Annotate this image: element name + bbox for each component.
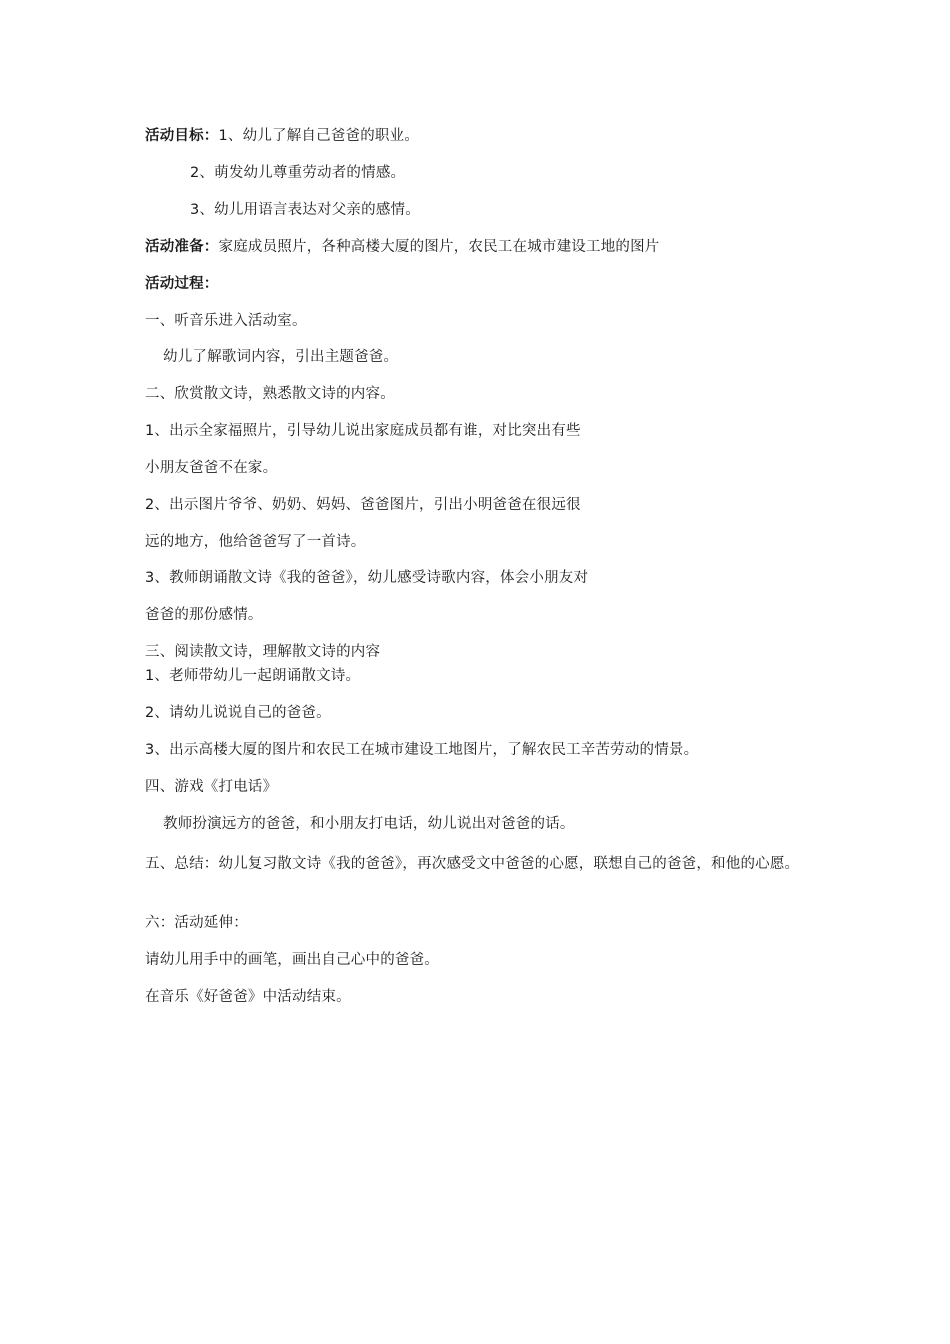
process-line: 远的地方，他给爸爸写了一首诗。 (145, 534, 366, 550)
process-line: 三、阅读散文诗，理解散文诗的内容 (145, 644, 381, 660)
process-line: 在音乐《好爸爸》中活动结束。 (145, 989, 351, 1005)
process-line: 2、出示图片爷爷、奶奶、妈妈、爸爸图片，引出小明爸爸在很远很 (145, 497, 581, 513)
process-line: 六：活动延伸： (145, 915, 248, 931)
goals-line-1 (145, 126, 419, 146)
process-line: 四、游戏《打电话》 (145, 779, 278, 795)
process-line: 一、听音乐进入活动室。 (145, 313, 307, 329)
process-line: 幼儿了解歌词内容，引出主题爸爸。 (163, 349, 399, 365)
process-line: 小朋友爸爸不在家。 (145, 460, 278, 476)
goals-label: 活动目标： (145, 128, 219, 144)
process-label: 活动过程： (145, 276, 219, 292)
goal-item-3: 3、幼儿用语言表达对父亲的感情。 (190, 202, 420, 218)
process-line: 教师扮演远方的爸爸，和小朋友打电话，幼儿说出对爸爸的话。 (163, 816, 575, 832)
goal-item-1: 1、幼儿了解自己爸爸的职业。 (218, 128, 420, 144)
process-line: 1、出示全家福照片，引导幼儿说出家庭成员都有谁，对比突出有些 (145, 423, 581, 439)
process-line: 3、出示高楼大厦的图片和农民工在城市建设工地图片，了解农民工辛苦劳动的情景。 (145, 742, 699, 758)
process-line: 2、请幼儿说说自己的爸爸。 (145, 705, 331, 721)
process-line: 二、欣赏散文诗，熟悉散文诗的内容。 (145, 386, 395, 402)
goal-item-2: 2、萌发幼儿尊重劳动者的情感。 (190, 165, 406, 181)
process-line: 爸爸的那份感情。 (145, 607, 263, 623)
prep-label: 活动准备： (145, 239, 219, 255)
process-line: 1、老师带幼儿一起朗诵散文诗。 (145, 668, 361, 684)
process-line: 请幼儿用手中的画笔，画出自己心中的爸爸。 (145, 952, 439, 968)
prep-line (145, 237, 660, 257)
prep-text: 家庭成员照片，各种高楼大厦的图片，农民工在城市建设工地的图片 (218, 239, 660, 255)
process-line: 五、总结：幼儿复习散文诗《我的爸爸》，再次感受文中爸爸的心愿，联想自己的爸爸，和他的心愿。 (145, 856, 800, 872)
process-line: 3、教师朗诵散文诗《我的爸爸》，幼儿感受诗歌内容，体会小朋友对 (145, 570, 589, 586)
